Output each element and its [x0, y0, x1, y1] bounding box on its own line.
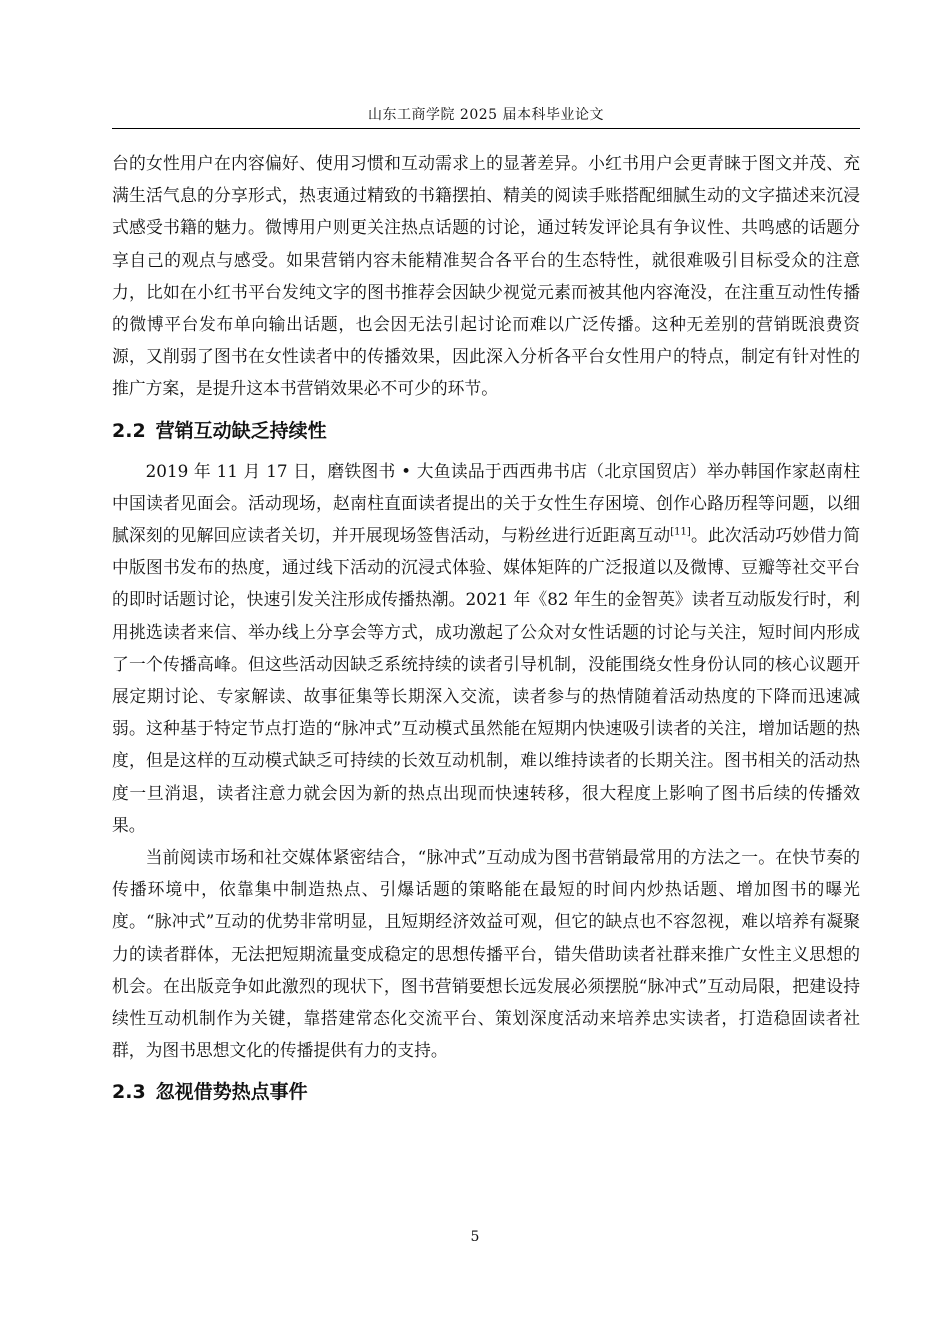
section-title: 忽视借势热点事件: [155, 1081, 308, 1104]
section-title: 营销互动缺乏持续性: [155, 419, 327, 442]
section-number: 2.3: [112, 1081, 146, 1104]
page-number: 5: [470, 1229, 480, 1245]
header-rule: [112, 128, 860, 129]
paragraph-continued: 台的女性用户在内容偏好、使用习惯和互动需求上的显著差异。小红书用户会更青睐于图文并茂、充满生活气息的分享形式，热衷通过精致的书籍摆拍、精美的阅读手账搭配细腻生动的文字描述来沉浸式感受书籍的魅力。微博用户则更关注热点话题的讨论，通过转发评论具有争议性、共鸣感的话题分享自己的观点与感受。如果营销内容未能精准契合各平台的生态特性，就很难吸引目标受众的注意力，比如在小红书平台发纯文字的图书推荐会因缺少视觉元素而被其他内容淹没，在注重互动性传播的微博平台发布单向输出话题，也会因无法引起讨论而难以广泛传播。这种无差别的营销既浪费资源，又削弱了图书在女性读者中的传播效果，因此深入分析各平台女性用户的特点，制定有针对性的推广方案，是提升这本书营销效果必不可少的环节。: [112, 153, 860, 399]
citation-ref[interactable]: [11]: [670, 526, 691, 538]
section-heading-2-2: [112, 419, 860, 443]
body-text: [112, 147, 860, 1104]
paragraph-text: 。此次活动巧妙借力简中版图书发布的热度，通过线下活动的沉浸式体验、媒体矩阵的广泛报道以及微博、豆瓣等社交平台的即时话题讨论，快速引发关注形成传播热潮。2021 年《82 年生的金智英》读者互动版发行时，利用挑选读者来信、举办线上分享会等方式，成功激起了公众对女性话题的讨论与关注，短时间内形成了一个传播高峰。但这些活动因缺乏系统持续的读者引导机制，没能围绕女性身份认同的核心议题开展定期讨论、专家解读、故事征集等长期深入交流，读者参与的热情随着活动热度的下降而迅速减弱。这种基于特定节点打造的“脉冲式”互动模式虽然能在短期内快速吸引读者的关注，增加话题的热度，但是这样的互动模式缺乏可持续的长效互动机制，难以维持读者的长期关注。图书相关的活动热度一旦消退，读者注意力就会因为新的热点出现而快速转移，很大程度上影响了图书后续的传播效果。: [112, 525, 860, 835]
section-number: 2.2: [112, 419, 146, 442]
paragraph-text: 2019 年 11 月 17 日，磨铁图书 • 大鱼读品于西西弗书店（北京国贸店）举办韩国作家赵南柱中国读者见面会。活动现场，赵南柱直面读者提出的关于女性生存困境、创作心路历程等问题，以细腻深刻的见解回应读者关切，并开展现场签售活动，与粉丝进行近距离互动: [112, 460, 860, 546]
running-header: 山东工商学院 2025 届本科毕业论文: [367, 107, 605, 123]
paragraph-event: [112, 455, 860, 841]
paragraph-pulse-interaction: 当前阅读市场和社交媒体紧密结合，“脉冲式”互动成为图书营销最常用的方法之一。在快节奏的传播环境中，依靠集中制造热点、引爆话题的策略能在最短的时间内炒热话题、增加图书的曝光度。“脉冲式”互动的优势非常明显，且短期经济效益可观，但它的缺点也不容忽视，难以培养有凝聚力的读者群体，无法把短期流量变成稳定的思想传播平台，错失借助读者社群来推广女性主义思想的机会。在出版竞争如此激烈的现状下，图书营销要想长远发展必须摆脱“脉冲式”互动局限，把建设持续性互动机制作为关键，靠搭建常态化交流平台、策划深度活动来培养忠实读者，打造稳固读者社群，为图书思想文化的传播提供有力的支持。: [112, 847, 860, 1061]
section-heading-2-3: [112, 1080, 860, 1104]
